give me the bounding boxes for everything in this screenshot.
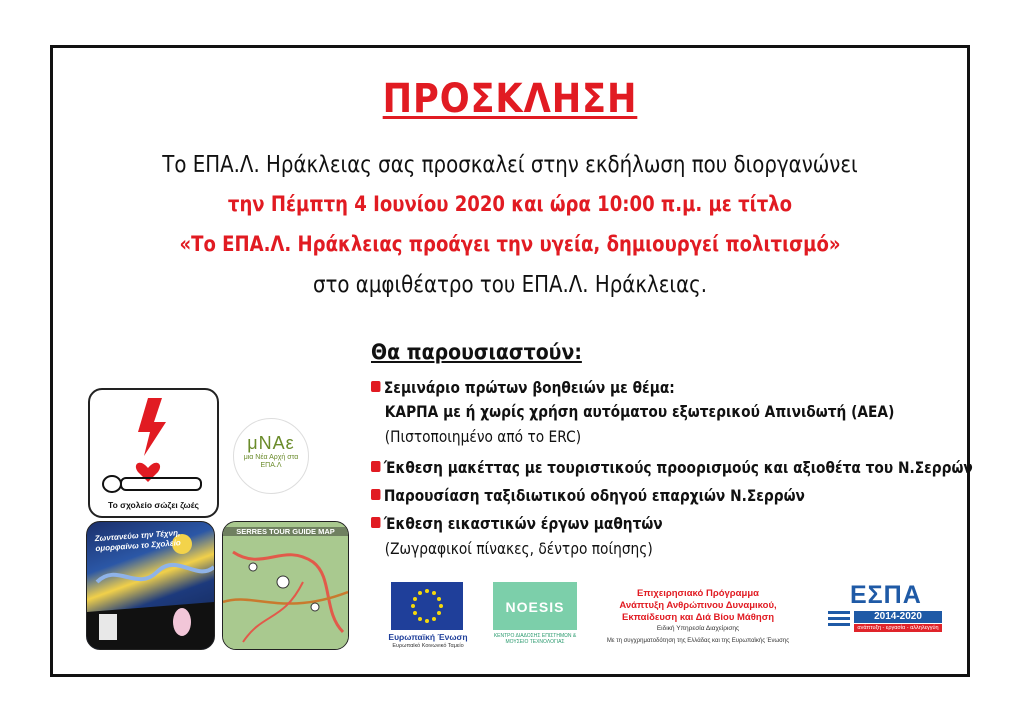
eu-label: Ευρωπαϊκή Ένωση <box>388 632 468 642</box>
list-item: Παρουσίαση ταξιδιωτικού οδηγού επαρχιών Ν.Σερρών <box>371 486 805 505</box>
bullet-icon <box>371 461 380 472</box>
bullet-icon <box>371 489 380 500</box>
bullet-icon <box>371 381 380 392</box>
eu-stars-icon <box>391 582 463 630</box>
greek-flag-icon <box>828 611 850 626</box>
cpr-icon <box>90 390 217 500</box>
list-item-detail: (Ζωγραφικοί πίνακες, δέντρο ποίησης) <box>384 539 653 558</box>
list-item: Έκθεση μακέττας με τουριστικούς προορισμούς και αξιοθέτα του Ν.Σερρών <box>371 458 973 477</box>
operational-programme-logo: Επιχειρησιακό Πρόγραμμα Ανάπτυξη Ανθρώπινου Δυναμικού, Εκπαίδευση και Διά Βίου Μάθηση Ειδική Υπηρεσία Διαχείρισης Με τη συγχρηματοδότηση της Ελλάδας και της Ευρωπαϊκής Ένωσης <box>606 588 790 644</box>
map-caption: SERRES TOUR GUIDE MAP <box>223 527 348 536</box>
school-saves-lives-card <box>88 388 219 518</box>
noesis-sub-label: ΚΕΝΤΡΟ ΔΙΑΔΟΣΗΣ ΕΠΙΣΤΗΜΩΝ & ΜΟΥΣΕΙΟ ΤΕΧΝΟΛΟΓΙΑΣ <box>493 633 577 645</box>
map-icon <box>223 522 348 649</box>
art-caption: Ζωντανεύω την Τέχνη, ομορφαίνω το Σχολείο <box>94 528 182 554</box>
intro-line: Το ΕΠΑ.Λ. Ηράκλειας σας προσκαλεί στην εκδήλωση που διοργανώνει <box>162 152 858 178</box>
date-line: την Πέμπτη 4 Ιουνίου 2020 και ώρα 10:00 π.μ. με τίτλο <box>227 192 793 216</box>
eu-flag-logo <box>391 582 463 630</box>
venue-line: στο αμφιθέατρο του ΕΠΑ.Λ. Ηράκλειας. <box>312 272 708 298</box>
list-item: Σεμινάριο πρώτων βοηθειών με θέμα: <box>371 378 675 397</box>
espa-logo: ΕΣΠΑ 2014-2020 ανάπτυξη - εργασία - αλληλεγγύη <box>828 581 948 637</box>
list-item-detail: (Πιστοποιημένο από το ERC) <box>384 427 582 446</box>
school-saves-caption: Το σχολείο σώζει ζωές <box>108 500 199 510</box>
event-title-line: «Το ΕΠΑ.Λ. Ηράκλειας προάγει την υγεία, δημιουργεί πολιτισμό» <box>179 232 841 256</box>
noesis-logo: NOESIS <box>493 582 577 630</box>
mnae-logo: μΝΑε μια Νέα Αρχή στα ΕΠΑ.Λ <box>233 418 309 494</box>
map-image <box>222 521 349 650</box>
art-image <box>86 521 215 650</box>
invitation-frame <box>50 45 973 677</box>
eu-sub-label: Ευρωπαϊκό Κοινωνικό Ταμείο <box>392 643 464 649</box>
list-item-detail: ΚΑΡΠΑ με ή χωρίς χρήση αυτόματου εξωτερικού Απινιδωτή (ΑΕΑ) <box>384 402 895 421</box>
invitation-title: ΠΡΟΣΚΛΗΣΗ <box>382 76 638 122</box>
list-item: Έκθεση εικαστικών έργων μαθητών <box>371 514 663 533</box>
presentations-heading: Θα παρουσιαστούν: <box>371 340 582 364</box>
bullet-icon <box>371 517 380 528</box>
